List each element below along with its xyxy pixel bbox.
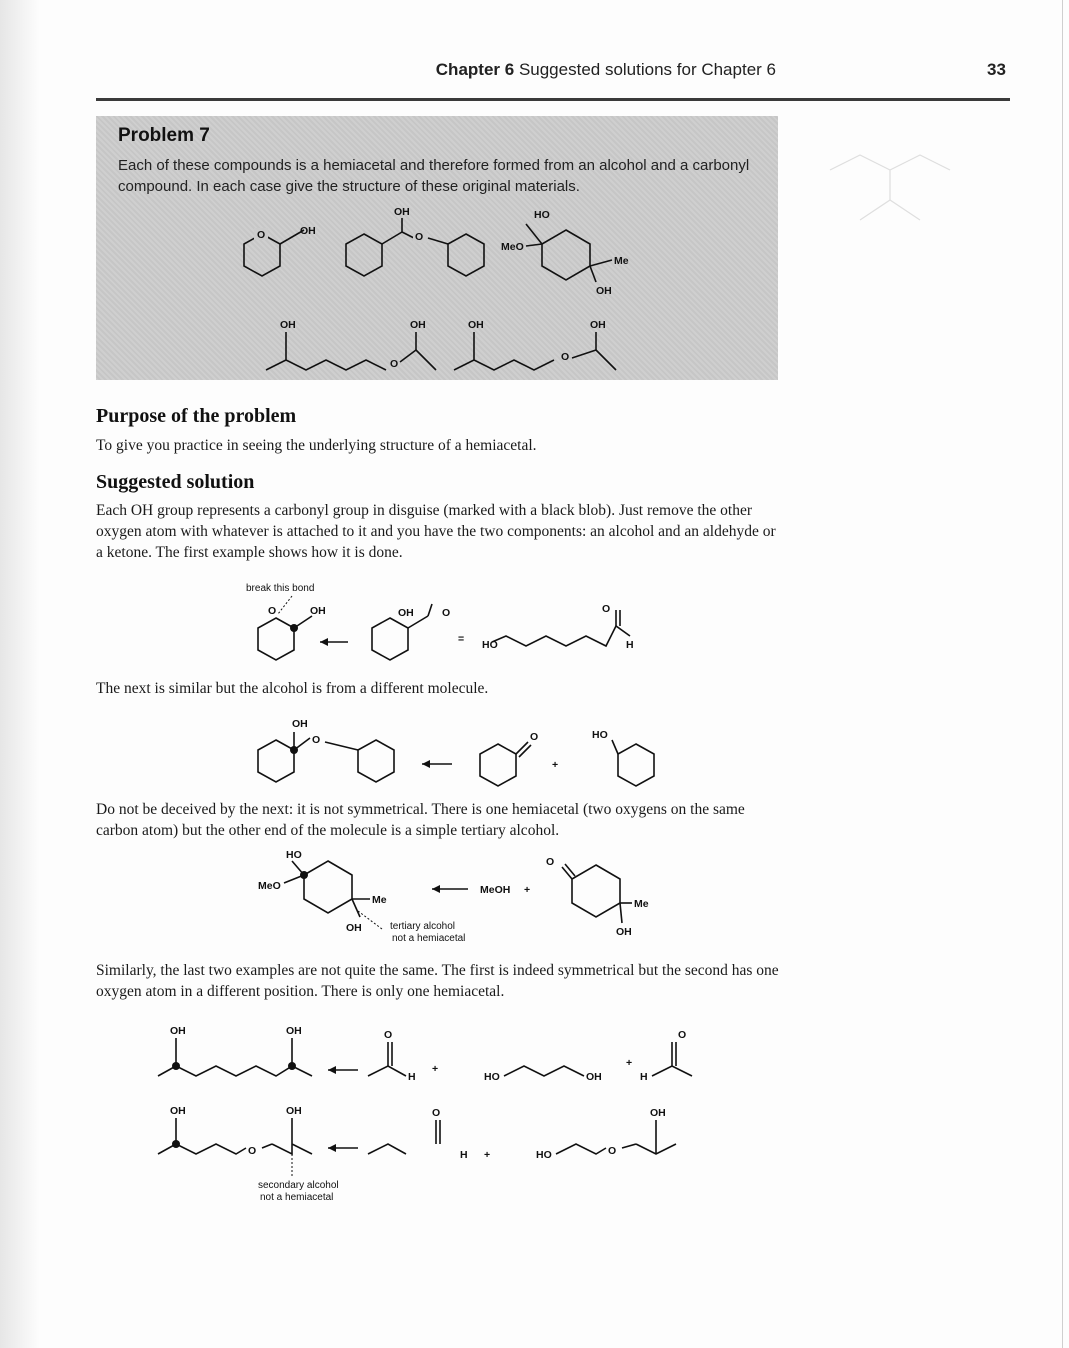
- atom-OH: OH: [292, 718, 308, 730]
- cyclohexane-ring-left: [346, 234, 382, 276]
- atom-OH: OH: [650, 1107, 666, 1119]
- atom-OH: OH: [398, 607, 414, 619]
- open-chain-right: [454, 332, 554, 370]
- example-4-scheme: [96, 1020, 778, 1203]
- break-bond-label: break this bond: [246, 583, 315, 594]
- carbonyl-blob: [172, 1140, 180, 1148]
- atom-O: O: [415, 231, 424, 243]
- plus-sign: +: [552, 759, 559, 771]
- cyclohexane-ring: [542, 230, 590, 280]
- purpose-heading: Purpose of the problem: [96, 405, 297, 427]
- atom-OH: OH: [170, 1105, 186, 1117]
- example-1-scheme: [96, 576, 778, 676]
- atom-O: O: [678, 1029, 687, 1041]
- carbonyl-blob: [290, 746, 298, 754]
- atom-MeO: MeO: [258, 880, 281, 892]
- solution-paragraph-2: The next is similar but the alcohol is from a different molecule.: [96, 680, 489, 697]
- atom-O: O: [602, 603, 611, 615]
- atom-O: O: [432, 1107, 441, 1119]
- atom-Me: Me: [634, 898, 649, 910]
- atom-OH: OH: [286, 1105, 302, 1117]
- atom-HO: HO: [592, 729, 608, 741]
- atom-O: O: [561, 351, 570, 363]
- atom-O: O: [608, 1145, 617, 1157]
- carbonyl-blob: [288, 1062, 296, 1070]
- atom-O: O: [248, 1145, 257, 1157]
- example-3-scheme: [96, 843, 778, 953]
- equals-sign: =: [458, 633, 465, 645]
- atom-O: O: [442, 607, 451, 619]
- plus-sign: +: [484, 1149, 491, 1161]
- atom-OH: OH: [596, 285, 612, 297]
- atom-OH: OH: [586, 1071, 602, 1083]
- reagent-MeOH: MeOH: [480, 884, 511, 896]
- atom-Me: Me: [372, 894, 387, 906]
- plus-sign: +: [524, 884, 531, 896]
- solution-paragraph-4: Similarly, the last two examples are not quite the same. The first is indeed symmetrical but the second has one oxygen atom in a different position. There is only one hemiacetal.: [96, 962, 779, 1000]
- problem-structures: [96, 200, 778, 380]
- carbonyl-blob: [172, 1062, 180, 1070]
- atom-O: O: [312, 734, 321, 746]
- atom-OH: OH: [394, 206, 410, 218]
- atom-OH: OH: [410, 319, 426, 331]
- header-rule: [96, 98, 1010, 101]
- problem-title: Problem 7: [118, 125, 210, 146]
- atom-OH: OH: [590, 319, 606, 331]
- atom-HO: HO: [482, 639, 498, 651]
- atom-OH: OH: [346, 922, 362, 934]
- page-edge: [1062, 0, 1063, 1348]
- tertiary-alcohol-label: tertiary alcohol: [390, 921, 456, 932]
- atom-O: O: [268, 605, 277, 617]
- atom-O: O: [546, 856, 555, 868]
- solution-paragraph-3: Do not be deceived by the next: it is not symmetrical. There is one hemiacetal (two oxygens on the same carbon atom) but the other end of the molecule is a simple tertiary alcohol.: [96, 801, 745, 839]
- atom-OH: OH: [300, 225, 316, 237]
- atom-H: H: [408, 1071, 416, 1083]
- purpose-text: To give you practice in seeing the underlying structure of a hemiacetal.: [96, 437, 537, 454]
- atom-OH: OH: [616, 926, 632, 938]
- atom-OH: OH: [286, 1025, 302, 1037]
- solution-heading: Suggested solution: [96, 471, 255, 493]
- atom-Me: Me: [614, 255, 629, 267]
- carbonyl-blob: [290, 624, 298, 632]
- secondary-alcohol-label: secondary alcohol: [258, 1180, 339, 1191]
- atom-O: O: [530, 731, 539, 743]
- atom-HO: HO: [534, 209, 550, 221]
- page-gutter-shadow: [0, 0, 40, 1348]
- problem-text: Each of these compounds is a hemiacetal and therefore formed from an alcohol and a carbonyl compound. In each case give the structure of these original materials.: [118, 157, 750, 195]
- example-2-scheme: [96, 710, 778, 806]
- open-chain-left: [266, 332, 386, 370]
- atom-O: O: [384, 1029, 393, 1041]
- cyclohexane-ring-right: [448, 234, 484, 276]
- not-hemiacetal-label: not a hemiacetal: [260, 1192, 334, 1203]
- chapter-label: Chapter 6: [435, 60, 515, 79]
- atom-OH: OH: [310, 605, 326, 617]
- atom-OH: OH: [468, 319, 484, 331]
- plus-sign: +: [432, 1063, 439, 1075]
- atom-HO: HO: [484, 1071, 500, 1083]
- not-hemiacetal-label: not a hemiacetal: [392, 933, 466, 944]
- atom-H: H: [460, 1149, 468, 1161]
- atom-MeO: MeO: [501, 241, 524, 253]
- plus-sign: +: [626, 1057, 633, 1069]
- atom-HO: HO: [286, 849, 302, 861]
- atom-O: O: [257, 229, 266, 241]
- atom-H: H: [626, 639, 634, 651]
- atom-OH: OH: [280, 319, 296, 331]
- atom-O: O: [390, 358, 399, 370]
- bleed-through-structure: [790, 130, 970, 240]
- chapter-title: Suggested solutions for Chapter 6: [518, 60, 776, 79]
- carbonyl-blob: [300, 871, 308, 879]
- atom-OH: OH: [170, 1025, 186, 1037]
- atom-HO: HO: [536, 1149, 552, 1161]
- solution-paragraph-1: Each OH group represents a carbonyl group in disguise (marked with a black blob). Just remove the other oxygen atom with whatever is attached to it and you have the two components: an alcohol and an aldehyde or a ketone. The first example shows how it is done.: [96, 502, 776, 561]
- page-number: 33: [987, 60, 1006, 79]
- running-head: [0, 60, 776, 80]
- atom-H: H: [640, 1071, 648, 1083]
